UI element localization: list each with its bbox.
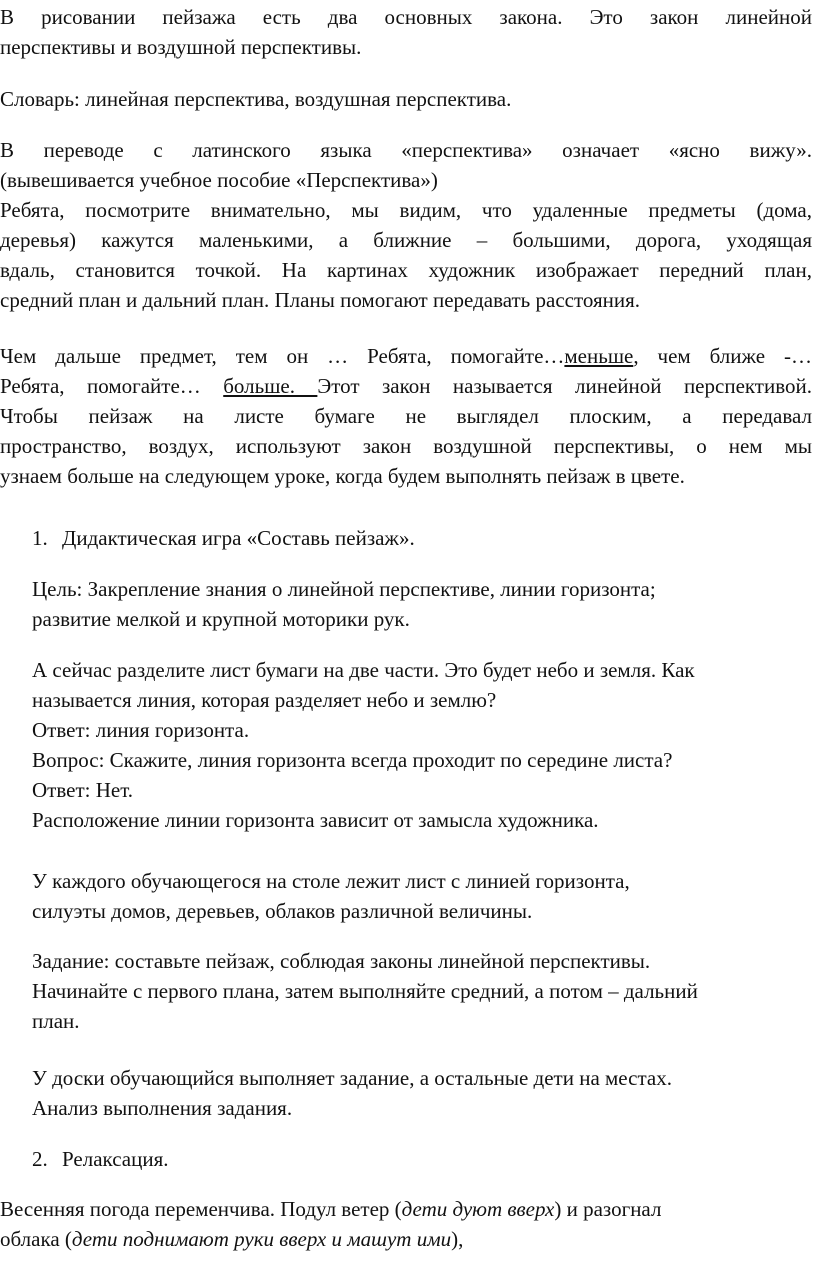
italic-stage-direction: дети дуют вверх xyxy=(401,1197,555,1221)
paragraph-perspective xyxy=(0,135,812,315)
paragraph-laws xyxy=(0,2,812,62)
text-fragment: облака ( xyxy=(0,1227,72,1251)
text-line: (вывешивается учебное пособие «Перспектива») xyxy=(0,168,438,192)
text-line: Чтобы пейзаж на листе бумаге не выглядел плоским, а передавал xyxy=(0,404,812,428)
list-item-relaxation xyxy=(32,1144,812,1174)
text-fragment: Ребята, помогайте… xyxy=(0,374,224,398)
text-fragment: ), xyxy=(451,1227,464,1251)
text-fragment: Чем дальше предмет, тем он … Ребята, помогайте… xyxy=(0,344,565,368)
text-line: У каждого обучающегося на столе лежит лист с линией горизонта, xyxy=(32,869,630,893)
text-line: вдаль, становится точкой. На картинах художник изображает передний план, xyxy=(0,258,812,282)
text-line: план. xyxy=(32,1009,80,1033)
text-fragment: Весенняя погода переменчива. Подул ветер ( xyxy=(0,1197,402,1221)
text-line: называется линия, которая разделяет небо и землю? xyxy=(32,688,497,712)
text-line xyxy=(0,341,812,371)
text-line xyxy=(0,1224,812,1254)
list-item-text: Релаксация. xyxy=(62,1147,169,1171)
underlined-word: меньше xyxy=(564,344,634,368)
text-line: Ответ: линия горизонта. xyxy=(32,718,250,742)
list-item-didactic-game xyxy=(32,523,812,553)
text-line: У доски обучающийся выполняет задание, а остальные дети на местах. xyxy=(32,1066,672,1090)
text-line: Расположение линии горизонта зависит от замысла художника. xyxy=(32,808,599,832)
paragraph-vocabulary xyxy=(0,84,812,114)
paragraph-board xyxy=(32,1063,812,1123)
text-line: силуэты домов, деревьев, облаков различной величины. xyxy=(32,899,533,923)
text-line: Начинайте с первого плана, затем выполняйте средний, а потом – дальний xyxy=(32,979,698,1003)
text-fragment: , чем ближе -… xyxy=(633,344,812,368)
paragraph-linear-law xyxy=(0,341,812,491)
text-line: Цель: Закрепление знания о линейной перспективе, линии горизонта; xyxy=(32,577,656,601)
text-line: Ответ: Нет. xyxy=(32,778,134,802)
text-line xyxy=(0,371,812,401)
text-line: пространство, воздух, используют закон воздушной перспективы, о нем мы xyxy=(0,434,812,458)
text-line: перспективы и воздушной перспективы. xyxy=(0,35,362,59)
text-line: развитие мелкой и крупной моторики рук. xyxy=(32,607,410,631)
text-line: Задание: составьте пейзаж, соблюдая законы линейной перспективы. xyxy=(32,949,651,973)
text-line: Словарь: линейная перспектива, воздушная перспектива. xyxy=(0,87,512,111)
paragraph-task xyxy=(32,946,812,1036)
paragraph-weather xyxy=(0,1194,812,1254)
text-line: деревья) кажутся маленькими, а ближние – большими, дорога, уходящая xyxy=(0,228,812,252)
list-number: 2. xyxy=(32,1147,48,1171)
text-line: Вопрос: Скажите, линия горизонта всегда проходит по середине листа? xyxy=(32,748,673,772)
text-line xyxy=(0,1194,812,1224)
text-line: В переводе с латинского языка «перспектива» означает «ясно вижу». xyxy=(0,138,812,162)
text-line: узнаем больше на следующем уроке, когда будем выполнять пейзаж в цвете. xyxy=(0,464,685,488)
list-number: 1. xyxy=(32,526,48,550)
paragraph-dialog xyxy=(32,655,812,835)
text-fragment: Этот закон называется линейной перспективой. xyxy=(317,374,812,398)
paragraph-desk xyxy=(32,866,812,926)
text-line: Анализ выполнения задания. xyxy=(32,1096,293,1120)
text-line: А сейчас разделите лист бумаги на две части. Это будет небо и земля. Как xyxy=(32,658,695,682)
text-line: средний план и дальний план. Планы помогают передавать расстояния. xyxy=(0,288,641,312)
italic-stage-direction: дети поднимают руки вверх и машут ими xyxy=(71,1227,452,1251)
paragraph-goal xyxy=(32,574,812,634)
list-item-text: Дидактическая игра «Составь пейзаж». xyxy=(62,526,415,550)
text-line: Ребята, посмотрите внимательно, мы видим, что удаленные предметы (дома, xyxy=(0,198,812,222)
text-line: В рисовании пейзажа есть два основных закона. Это закон линейной xyxy=(0,5,812,29)
underlined-word: больше. xyxy=(223,374,318,398)
text-fragment: ) и разогнал xyxy=(554,1197,662,1221)
